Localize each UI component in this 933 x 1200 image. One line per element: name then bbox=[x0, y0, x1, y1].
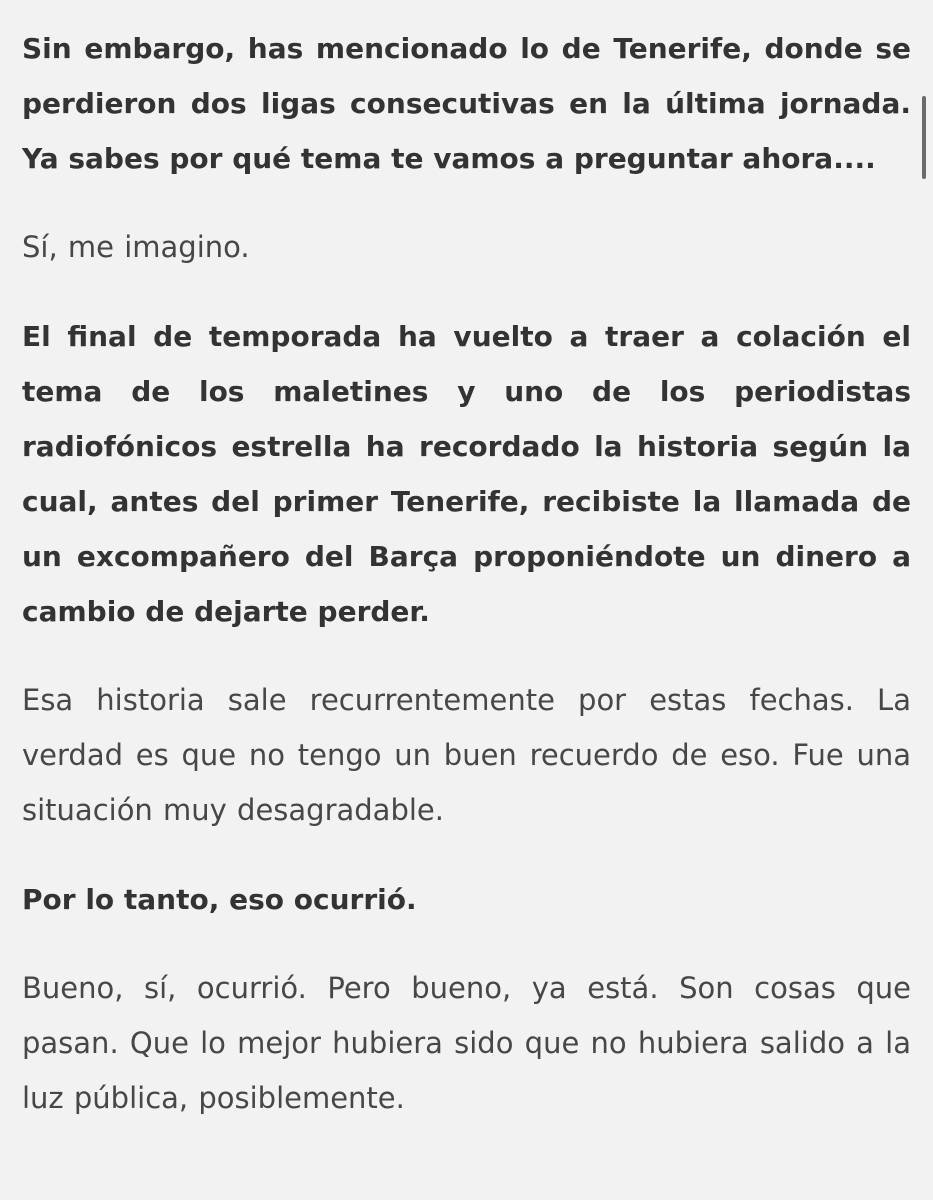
interview-answer: Sí, me imagino. bbox=[22, 230, 250, 264]
interview-answer: Bueno, sí, ocurrió. Pero bueno, ya está. Son cosas que pasan. Que lo mejor hubiera sido que no hubiera salido a la luz pública, posiblemente. bbox=[22, 971, 911, 1115]
interview-question: El final de temporada ha vuelto a traer a colación el tema de los maletines y uno de los periodistas radiofónicos estrella ha recordado la historia según la cual, antes del primer Tenerife, recibiste la llamada de un excompañero del Barça proponiéndote un dinero a cambio de dejarte perder. bbox=[22, 320, 911, 628]
interview-answer: Esa historia sale recurrentemente por estas fechas. La verdad es que no tengo un buen recuerdo de eso. Fue una situación muy desagradable. bbox=[22, 683, 911, 827]
scrollbar-thumb[interactable] bbox=[922, 96, 926, 179]
interview-question: Por lo tanto, eso ocurrió. bbox=[22, 883, 417, 916]
article-body bbox=[22, 21, 911, 1126]
interview-question: Sin embargo, has mencionado lo de Tenerife, donde se perdieron dos ligas consecutivas en la última jornada. Ya sabes por qué tema te vamos a preguntar ahora.... bbox=[22, 32, 911, 175]
